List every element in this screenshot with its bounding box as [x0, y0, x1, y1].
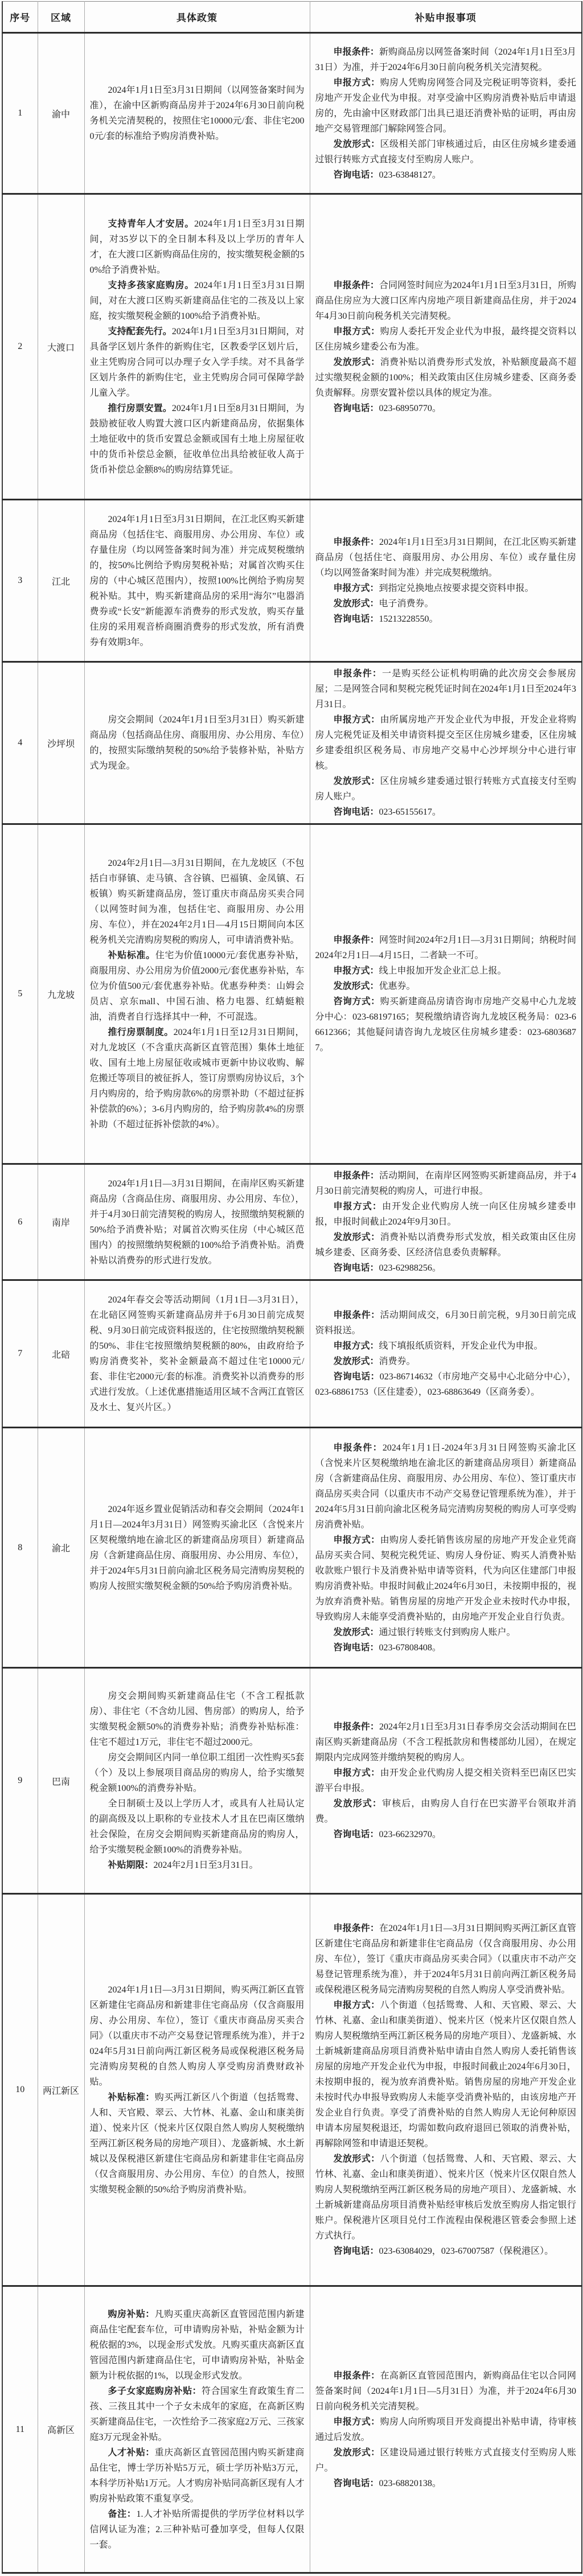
- paragraph-lead-label: 发放形式：: [333, 1232, 380, 1242]
- policy-paragraph: 人才补贴：重庆高新区直管园范围内购买新建商品住宅，博士学历补贴5万元，硕士学历补贴3万元，本科学历补贴1万元。人才购房补贴同高新区现有人才购房补贴政策不重复享受。: [89, 2447, 305, 2504]
- subsidy-paragraph: 咨询电话：023-68820138。: [333, 2478, 441, 2488]
- paragraph-lead-label: 咨询电话：: [333, 1830, 379, 1839]
- subsidy-cell: [310, 824, 582, 1164]
- subsidy-paragraph: 发放形式：通过银行转账支付到购房人账户。: [333, 1627, 516, 1637]
- paragraph-lead-label: 推行房票安置。: [108, 403, 172, 413]
- subsidy-cell: [310, 500, 582, 662]
- paragraph-lead-label: 咨询电话：: [333, 403, 379, 413]
- policy-paragraph: 支持多孩家庭购房。2024年1月1日至3月31日期间，对在大渡口区购买新建商品住宅的二孩及以上家庭，按实缴契税金额的100%给予消费补贴。: [89, 280, 305, 321]
- policy-paragraph: 备注：1.人才补贴所需提供的学历学位材料以学信网认证为准；2.三种补贴可叠加享受，但每人仅限一套。: [89, 2509, 305, 2550]
- subsidy-cell: [310, 2286, 582, 2573]
- table-row: [2, 500, 582, 662]
- paragraph-lead-label: 发放形式：: [333, 139, 380, 149]
- region-cell: 南岸: [38, 1164, 84, 1280]
- paragraph-lead-label: 申报方式：: [333, 715, 380, 725]
- subsidy-paragraph: 申报方式：购房人向所购项目开发商提出补贴申请，待审核通过后发放。: [315, 2417, 576, 2442]
- policy-cell: [84, 1668, 310, 1894]
- subsidy-paragraph: 发放形式：八个街道（包括鸳鸯、人和、天官殿、翠云、大竹林、礼嘉、金山和康美街道）、悦来片区（悦来片区仅限自然人购房人契税缴纳至两江新区税务局的房地产项目）、龙盛新城、水土新城新建商品房项目消费补贴经审核后发放至购房人指定银行账户。保税港片区项目兑付工作流程由保税港区管委会参照上述方式执行。: [315, 2154, 576, 2241]
- policy-paragraph: 2024年1月1日—3月31日期间，购买两江新区直管区新建住宅商品房和新建非住宅商品房（仅含商服用房、办公用房、车位），签订《重庆市商品房买卖合同》（以重庆市不动产交易登记管理系统为准），并于2024年5月31日前向两江新区税务局或保税港区税务局完清购房契税的自然人购房人享受购房消费财政补贴。: [89, 1985, 305, 2087]
- row-number-cell: 3: [2, 500, 38, 662]
- subsidy-paragraph: 咨询电话：023-62988256。: [333, 1263, 441, 1273]
- paragraph-lead-label: 咨询电话：: [333, 1263, 379, 1273]
- row-number-cell: 2: [2, 194, 38, 500]
- paragraph-lead-label: 申报方式：: [333, 1202, 383, 1211]
- paragraph-lead-label: 发放形式：: [333, 1627, 379, 1637]
- paragraph-lead-label: 咨询电话：: [333, 807, 379, 817]
- paragraph-lead-label: 申报方式：: [333, 1341, 379, 1351]
- subsidy-paragraph: 咨询电话：023-65155617。: [333, 807, 441, 817]
- policy-cell: [84, 1280, 310, 1428]
- paragraph-lead-label: 申报条件：: [333, 280, 379, 290]
- policy-paragraph: 房交会期间（2024年1月1日至3月31日）购买新建商品房（包括商品住房、商服用房、办公用房、车位）的，按照实际缴纳契税的50%给予装修补贴，补贴方式为现金。: [89, 715, 305, 771]
- policy-paragraph: 补贴标准：购买两江新区八个街道（包括鸳鸯、人和、天官殿、翠云、大竹林、礼嘉、金山和康美街道）、悦来片区（悦来片区仅限自然人购房人契税缴纳至两江新区税务局的房地产项目）、龙盛新城、水土新城以及保税港区新建住宅商品房和新建非住宅商品房（仅含商服用房、办公用房、车位）的自然人，按照实缴契税金额的50%给予购房消费补贴。: [89, 2093, 305, 2195]
- policy-paragraph: 购房补贴：凡购买重庆高新区直管园范围内新建商品住宅配套车位，可申请购房补贴，补贴金额为计税依据的3%，以现金形式发放。凡购买重庆高新区直管园范围内新建商品住宅，可申请购房补贴，补贴金额为计税依据的1%，以现金形式发放。: [89, 2309, 305, 2381]
- subsidy-paragraph: 申报方式：线下填报纸质资料，开发企业代为申报。: [333, 1341, 543, 1351]
- policy-paragraph: 推行房票制度。2024年1月1日至12月31日期间，对九龙坡区（不含重庆高新区直管范围）集体土地征收、国有土地上房屋征收或城市更新中协议收购、解危搬迁等项目的被征拆人，签订房票购房协议后，3个月内购房的，给予购房款6%的房票补助（不超过征拆补偿款的6%）；3-6月内购房的，给予购房款4%的房票补助（不超过征拆补偿款的4%）。: [89, 1028, 305, 1129]
- table-row: [2, 2286, 582, 2573]
- paragraph-lead-label: 发放形式：: [333, 1357, 379, 1366]
- row-number-cell: 5: [2, 824, 38, 1164]
- subsidy-paragraph: 申报条件：网签时间2024年2月1日—3月31日期间；纳税时间2024年2月1日—4月15日，二者缺一不可。: [315, 935, 576, 960]
- subsidy-paragraph: 申报方式：由开发企业代购房人统一向区住房城乡建委申报，申报时间截止2024年9月30日。: [315, 1202, 576, 1227]
- region-cell: 江北: [38, 500, 84, 662]
- subsidy-paragraph: 申报条件：2024年1月1日至3月31日期间，在江北区购买新建商品房（包括住宅、商服用房、办公用房、车位）或存量住房（均以网签备案时间为准）并完成契税缴纳。: [315, 537, 576, 578]
- row-number-cell: 1: [2, 33, 38, 194]
- paragraph-lead-label: 申报条件：: [333, 2370, 380, 2381]
- paragraph-lead-label: 发放形式：: [333, 777, 380, 786]
- subsidy-cell: [310, 1164, 582, 1280]
- region-cell: 北碚: [38, 1280, 84, 1428]
- subsidy-cell: [310, 194, 582, 500]
- subsidy-paragraph: 咨询电话：023-66232970。: [333, 1830, 441, 1839]
- subsidy-paragraph: 发放形式：消费补贴以消费券形式发放，补贴额度最高不超过实缴契税金额的100%；相关政策由区住房城乡建委、区商务委负责解释。房票安置补偿以具体的规定为准。: [315, 357, 576, 398]
- subsidy-cell: [310, 1280, 582, 1428]
- policy-cell: [84, 194, 310, 500]
- region-cell: 巴南: [38, 1668, 84, 1894]
- subsidy-paragraph: 咨询电话：023-63084029，023-67007587（保税港区）。: [333, 2246, 554, 2256]
- subsidy-paragraph: 发放形式：区住房城乡建委通过银行转账方式直接支付至购房人账户。: [315, 777, 576, 802]
- subsidy-paragraph: 申报条件：2024年2月1日至3月31日春季房交会活动期间在巴南区购买新建商品房（不含工程抵款房和售楼部幼儿园），在规定期限内完成网签并缴纳契税的购房人。: [315, 1722, 576, 1762]
- subsidy-paragraph: 咨询电话：023-86714632（市房地产交易中心北碚分中心），023-68861753（区住建委），023-68863649（区商务委）。: [315, 1372, 576, 1397]
- row-number-cell: 4: [2, 662, 38, 824]
- paragraph-lead-label: 申报方式：: [333, 1768, 380, 1778]
- policy-paragraph: 2024年1月1日至3月31日期间，在江北区购买新建商品房（包括住宅、商服用房、办公用房、车位）或存量住房（均以网签备案时间为准）并完成契税缴纳的，按50%比例给予购房契税补贴；对属首次购买住房的（中心城区范围内），按照100%比例给予购房契税补贴。其中，购买新建商品房的采用“海尔”电器消费券或“长安”新能源车消费券的形式发放，购买存量住房的采用观音桥商圈消费券的形式发放，所有消费券有效期3年。: [89, 514, 305, 647]
- paragraph-lead-label: 咨询电话：: [333, 1372, 380, 1382]
- policy-paragraph: 补贴标准。住宅为价值10000元/套优惠券补贴，商服用房、办公用房为价值2000元/套优惠券补贴，车位为价值500元/套优惠券补贴。优惠券种类：山姆会员店、京东mall、中国石油、格力电器、红蜻蜓粮油，消费者自行选择其中一种，不可混选。: [89, 951, 305, 1022]
- col-header-policy: 具体政策: [84, 2, 310, 33]
- paragraph-lead-label: 备注：: [108, 2509, 137, 2519]
- subsidy-paragraph: 申报条件：合同网签时间应为2024年1月1日至3月31日，所购商品住房应为大渡口区库内房地产项目新建商品住房，并于2024年4月30日前向税务机关完清契税。: [315, 280, 576, 321]
- paragraph-lead-label: 申报条件：: [333, 1722, 379, 1732]
- paragraph-lead-label: 申报条件：: [333, 935, 379, 945]
- subsidy-paragraph: 申报条件：活动期间，在南岸区网签购买新建商品房，并于4月30日前完清契税的购房人，可进行申报。: [315, 1171, 576, 1196]
- subsidy-paragraph: 发放形式：消费券。: [333, 1357, 416, 1366]
- paragraph-lead-label: 申报方式：: [333, 584, 379, 593]
- paragraph-lead-label: 咨询电话：: [333, 170, 379, 180]
- paragraph-lead-label: 申报方式：: [333, 966, 379, 976]
- policy-paragraph: 多子女家庭购房补贴：符合国家生育政策生育二孩、三孩且其中一个子女未成年的家庭，在高新区购买新建商品住宅，一次性给予二孩家庭2万元、三孩家庭3万元现金补贴。: [89, 2386, 305, 2442]
- table-row: [2, 662, 582, 824]
- policy-cell: [84, 2286, 310, 2573]
- paragraph-lead-label: 多子女家庭购房补贴：: [108, 2386, 202, 2396]
- paragraph-lead-label: 补贴标准。: [108, 951, 155, 960]
- table-row: [2, 1894, 582, 2286]
- table-row: [2, 824, 582, 1164]
- table-row: [2, 194, 582, 500]
- subsidy-paragraph: 发放形式：消费补贴以消费券形式发放，相关政策由区住房城乡建委、区商务委、区经济信息委负责解释。: [315, 1232, 576, 1258]
- subsidy-paragraph: 申报方式：由开发企业代购房人提交相关资料至巴南区巴实游平台申报。: [315, 1768, 576, 1793]
- header-row: [2, 2, 582, 33]
- subsidy-paragraph: 咨询方式：购买新建商品房请咨询市房地产交易中心九龙坡分中心：023-68197165；契税缴纳请咨询九龙坡区税务局：023-66612366；其他疑问请咨询九龙坡区住房城乡建委：023-68036877。: [315, 997, 576, 1053]
- paragraph-lead-label: 发放形式：: [333, 2447, 380, 2458]
- subsidy-paragraph: 发放形式：电子消费券。: [333, 599, 434, 609]
- paragraph-lead-label: 申报条件：: [333, 47, 379, 57]
- paragraph-lead-label: 支持配套先行。: [108, 326, 172, 336]
- subsidy-paragraph: 申报条件：在2024年1月1日—3月31日期间购买两江新区直管区新建住宅商品房和新建非住宅商品房（仅含商服用房、办公用房、车位），签订《重庆市商品房买卖合同》（以重庆市不动产交易登记管理系统为准），并于2024年5月31日前向两江新区税务局或保税港区税务局完清购房契税的自然人购房人享受消费补贴。: [315, 1924, 576, 1995]
- subsidy-paragraph: 申报方式：由所属房地产开发企业代为申报，开发企业将购房人完税凭证及相关申请资料提交至区住房城乡建委，区住房城乡建委组织区税务局、市房地产交易中心沙坪坝分中心进行审核。: [315, 715, 576, 771]
- paragraph-lead-label: 咨询电话：: [333, 2246, 379, 2256]
- policy-table: [2, 1, 582, 2574]
- table-row: [2, 33, 582, 194]
- table-row: [2, 1668, 582, 1894]
- policy-paragraph: 补贴期限：2024年2月1日至3月31日。: [108, 1860, 258, 1870]
- subsidy-paragraph: 咨询电话：023-67808408。: [333, 1642, 441, 1653]
- paragraph-lead-label: 申报方式：: [333, 2000, 380, 2010]
- col-header-no: 序号: [2, 2, 38, 33]
- policy-cell: [84, 824, 310, 1164]
- policy-paragraph: 支持青年人才安居。2024年1月1日至3月31日期间，对35岁以下的全日制本科及以上学历的青年人才，在大渡口区新购商品住房的，按实缴契税金额的50%给予消费补贴。: [89, 219, 305, 275]
- subsidy-paragraph: 咨询电话：023-68950770。: [333, 403, 441, 413]
- subsidy-paragraph: 发放形式：优惠券。: [333, 981, 416, 991]
- region-cell: 高新区: [38, 2286, 84, 2573]
- policy-paragraph: 2024年1月1日至3月31日期间（以网签备案时间为准），在渝中区新购商品房并于2024年6月30日前向税务机关完清契税的，按照住宅10000元/套、非住宅2000元/套的标准给予购房消费补贴。: [89, 85, 305, 141]
- subsidy-paragraph: 发放形式：区级相关部门审核通过后，由区住房城乡建委通过银行转账方式直接支付至购房人账户。: [315, 139, 576, 165]
- subsidy-paragraph: 申报方式：线上申报加开发企业汇总上报。: [333, 966, 507, 976]
- col-header-subsidy: 补贴申报事项: [310, 2, 582, 33]
- paragraph-lead-label: 补贴期限：: [108, 1860, 154, 1870]
- paragraph-lead-label: 人才补贴：: [108, 2447, 155, 2458]
- subsidy-paragraph: 发放形式：审核后，由购房人自行在巴实游平台领取并消费。: [315, 1799, 576, 1824]
- subsidy-cell: [310, 662, 582, 824]
- policy-paragraph: 推行房票安置。2024年1月1日至8月31日期间，为鼓励被征收人购置大渡口区内新建商品房，依据集体土地征收中的货币安置总金额或国有土地上房屋征收中的货币补偿总金额，征收单位出具给被征收人高于货币补偿总金额8%的购房结算凭证。: [89, 403, 305, 475]
- policy-paragraph: 2024年2月1日—3月31日期间，在九龙坡区（不包括白市驿镇、走马镇、含谷镇、巴福镇、金凤镇、石板镇）购买新建商品房，签订重庆市商品房买卖合同（以网签时间为准，包括住宅、商服用房、办公用房、车位），并在2024年2月1日—4月15日期间向本区税务机关完清购房契税的购房人，可申请消费补贴。: [89, 858, 305, 945]
- paragraph-lead-label: 申报条件：: [333, 537, 379, 547]
- paragraph-lead-label: 支持多孩家庭购房。: [108, 280, 195, 290]
- paragraph-lead-label: 咨询电话：: [333, 2478, 379, 2488]
- region-cell: 渝北: [38, 1428, 84, 1668]
- paragraph-lead-label: 咨询电话：: [333, 1642, 379, 1653]
- paragraph-lead-label: 申报方式：: [333, 77, 380, 88]
- paragraph-lead-label: 补贴标准：: [108, 2093, 155, 2102]
- policy-cell: [84, 500, 310, 662]
- paragraph-lead-label: 支持青年人才安居。: [108, 219, 195, 229]
- policy-cell: [84, 33, 310, 194]
- region-cell: 两江新区: [38, 1894, 84, 2286]
- row-number-cell: 11: [2, 2286, 38, 2573]
- subsidy-paragraph: 申报方式：购房人凭购房网签合同及完税证明等资料，委托房地产开发企业代为申报。对享受渝中区购房消费补贴后申请退房的，先由渝中区财政部门出具已退还消费补贴的证明，再由房地产交易管理部门解除网签合同。: [315, 77, 576, 134]
- paragraph-lead-label: 申报方式：: [333, 2417, 380, 2427]
- policy-paragraph: 全日制硕士及以上学历人才，或具有人社局认定的副高级及以上职称的专业技术人才且在巴南区缴纳社会保险，在房交会期间购买新建商品房的购房人，给予实缴契税金额100%的消费券补贴。: [89, 1799, 305, 1855]
- paragraph-lead-label: 发放形式：: [333, 2154, 380, 2164]
- paragraph-lead-label: 发放形式：: [333, 981, 379, 991]
- subsidy-paragraph: 申报条件：在高新区直管园范围内，新购商品住宅以合同网签备案时间（2024年1月1日—5月31日）为准，并于2024年6月30日前向税务机关完清契税。: [315, 2370, 576, 2411]
- paragraph-lead-label: 咨询电话：: [333, 614, 379, 624]
- subsidy-paragraph: 申报条件：一是购买经公证机构明确的此次房交会参展房屋；二是网签合同和契税完税凭证时间在2024年1月1日至2024年3月31日。: [315, 669, 576, 709]
- subsidy-paragraph: 申报条件：2024年1月1日-2024年3月31日网签购买渝北区（含悦来片区契税缴纳地在渝北区的新建商品房项目）新建商品房（含新建商品住房、商服用房、办公用房、车位）、签订重庆市商品房买卖合同（以重庆市不动产交易登记管理系统为准），并于2024年5月31日前向渝北区税务局完清购房契税的购房人可享受购房消费补贴。: [315, 1443, 576, 1530]
- row-number-cell: 10: [2, 1894, 38, 2286]
- subsidy-cell: [310, 1894, 582, 2286]
- subsidy-paragraph: 申报方式：八个街道（包括鸳鸯、人和、天官殿、翠云、大竹林、礼嘉、金山和康美街道）、悦来片区（悦来片区仅限自然人购房人契税缴纳至两江新区税务局的房地产项目）、龙盛新城、水土新城新建商品房项目消费补贴申请由自然人购房人委托销售该房屋的房地产开发企业代为申报，申报时间截止2024年6月30日，未按期申报的，视为放弃消费补贴。销售房屋的房地产开发企业未按时代办申报导致购房人未能享受消费补贴的，由该房地产开发企业自行负责。享受了消费补贴的自然人购房人无论何种原因申请本房屋契税退还，均需如数向政府退回已领取的消费补贴，再解除网签和申请退还契税。: [315, 2000, 576, 2148]
- policy-cell: [84, 662, 310, 824]
- row-number-cell: 9: [2, 1668, 38, 1894]
- subsidy-paragraph: 申报方式：由购房人委托销售该房屋的房地产开发企业凭商品房买卖合同、契税完税凭证、购房人身份证、购买人消费补贴收款账户银行卡及消费补贴申请等资料，代为向区住建部门申报购房消费补贴。申报时间截止2024年6月30日，未按期申报的，视为放弃消费补贴。销售房屋的房地产开发企业未按时代办申报，导致购房人未能享受消费补贴的，由房地产开发企业自行负责。: [315, 1535, 576, 1622]
- subsidy-paragraph: 咨询电话：15213228550。: [333, 614, 438, 624]
- policy-paragraph: 2024年春交会等活动期间（1月1日—3月31日），在北碚区网签购买新建商品房并于6月30日前完成契税、9月30日前完成资料报送的，住宅按照缴纳契税额的50%、非住宅按照缴纳契税额的80%，由政府给予购房消费奖补，奖补金额最高不超过住宅10000元/套、非住宅2000元/套的标准。消费奖补以消费券的形式进行发放。（上述优惠措施适用区域不含两江直管区及水土、复兴片区。）: [89, 1295, 305, 1412]
- policy-cell: [84, 1428, 310, 1668]
- table-row: [2, 1164, 582, 1280]
- paragraph-lead-label: 申报条件：: [333, 1924, 379, 1933]
- policy-cell: [84, 1894, 310, 2286]
- policy-table-body: [2, 33, 582, 2573]
- row-number-cell: 6: [2, 1164, 38, 1280]
- subsidy-paragraph: 申报方式：购房人委托开发企业代为申报，最终提交资料以区住房城乡建委公布为准。: [315, 326, 576, 352]
- policy-paragraph: 支持配套先行。2024年1月1日至3月31日期间，对具备学区划片条件的新购住宅，区教委学区划片后，业主凭购房合同可以办理子女入学手续。对不具备学区划片条件的新购住宅，业主凭购房合同可保障学龄儿童入学。: [89, 326, 305, 398]
- paragraph-lead-label: 申报方式：: [333, 326, 380, 336]
- paragraph-lead-label: 申报条件：: [333, 1310, 380, 1320]
- subsidy-paragraph: 发放形式：区建设局通过银行转账方式直接支付至购房人账户。: [315, 2447, 576, 2473]
- region-cell: 大渡口: [38, 194, 84, 500]
- region-cell: 九龙坡: [38, 824, 84, 1164]
- subsidy-paragraph: 申报方式：到指定兑换地点按要求提交资料申报。: [333, 584, 534, 593]
- subsidy-paragraph: 申报条件：活动期间成交，6月30日前完税，9月30日前完成资料报送。: [315, 1310, 576, 1336]
- col-header-region: 区域: [38, 2, 84, 33]
- row-number-cell: 7: [2, 1280, 38, 1428]
- policy-cell: [84, 1164, 310, 1280]
- paragraph-lead-label: 申报方式：: [333, 1535, 380, 1545]
- paragraph-lead-label: 发放形式：: [333, 357, 380, 367]
- paragraph-lead-label: 发放形式：: [333, 599, 379, 609]
- region-cell: 渝中: [38, 33, 84, 194]
- paragraph-lead-label: 咨询方式：: [333, 997, 380, 1006]
- policy-paragraph: 2024年返乡置业促销活动和春交会期间（2024年1月1日—2024年3月31日）网签购买渝北区（含悦来片区契税缴纳地在渝北区的新建商品房项目）新建商品房（含新建商品住房、商服用房、办公用房、车位），并于2024年5月31日前向渝北区税务局完清购房契税的购房人按照实缴契税金额的50%给予购房消费补贴。: [89, 1504, 305, 1591]
- paragraph-lead-label: 购房补贴：: [108, 2309, 155, 2319]
- subsidy-paragraph: 咨询电话：023-63848127。: [333, 170, 441, 180]
- paragraph-lead-label: 发放形式：: [333, 1799, 383, 1809]
- row-number-cell: 8: [2, 1428, 38, 1668]
- region-cell: 沙坪坝: [38, 662, 84, 824]
- subsidy-cell: [310, 1668, 582, 1894]
- policy-paragraph: 房交会期间区内同一单位职工组团一次性购买5套（个）及以上参展项目商品房的购房人，给予实缴契税金额100%的消费券补贴。: [89, 1753, 305, 1793]
- subsidy-cell: [310, 33, 582, 194]
- table-row: [2, 1428, 582, 1668]
- paragraph-lead-label: 推行房票制度。: [108, 1028, 174, 1037]
- subsidy-cell: [310, 1428, 582, 1668]
- policy-paragraph: 房交会期间购买新建商品住宅（不含工程抵款房）、非住宅（不含幼儿园、售房部）的购房人，给予实缴契税金额50%的消费券补贴；消费券补贴标准：住宅不超过1万元，非住宅不超过2000元。: [89, 1691, 305, 1747]
- paragraph-lead-label: 申报条件：: [333, 1443, 383, 1453]
- paragraph-lead-label: 申报条件：: [333, 669, 383, 679]
- table-row: [2, 1280, 582, 1428]
- paragraph-lead-label: 申报条件：: [333, 1171, 379, 1181]
- subsidy-paragraph: 申报条件：新购商品房以网签备案时间（2024年1月1日至3月31日）为准，并于2024年6月30日前向税务机关完清契税。: [315, 47, 576, 72]
- policy-paragraph: 2024年1月1日—3月31日期间，在南岸区购买新建商品房（含商品住房、商服用房、办公用房、车位），并于4月30日前完清契税的购房人，按照缴纳契税额的50%给予消费补贴；对属首次购买住房（中心城区范围内）的按照缴纳契税额的100%给予消费补贴。消费补贴以消费券的形式进行发放。: [89, 1178, 305, 1266]
